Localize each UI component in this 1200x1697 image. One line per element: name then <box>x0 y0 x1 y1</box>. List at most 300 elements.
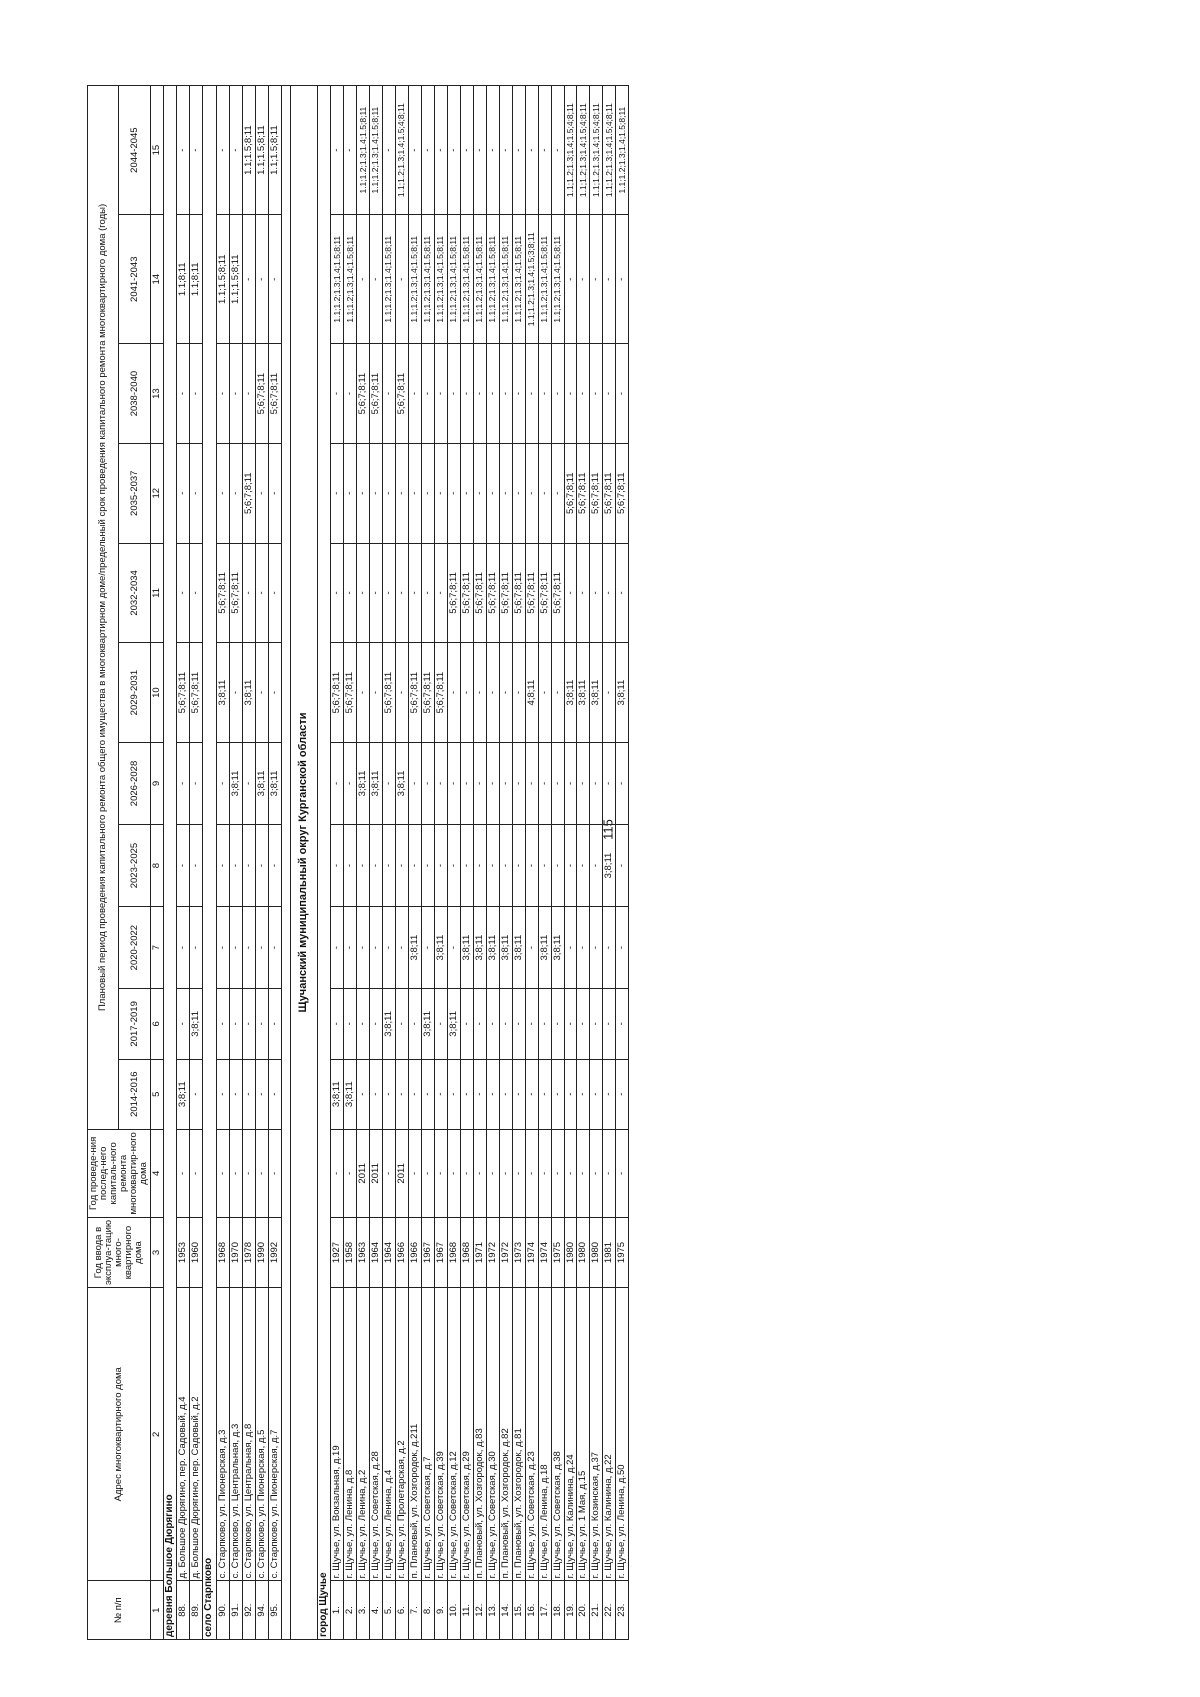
table-cell: 5;6;7;8;11 <box>460 543 473 643</box>
table-cell: 1. <box>331 1581 344 1640</box>
table-cell: 3;8;11 <box>577 643 590 743</box>
table-cell: - <box>525 825 538 907</box>
cell-address: д. Большое Дюрягино, пер. Садовый, д.4 <box>177 1288 190 1581</box>
table-cell: - <box>551 825 564 907</box>
table-cell: - <box>255 543 268 643</box>
group-title: село Старпково <box>203 86 217 1640</box>
table-cell: - <box>434 989 447 1059</box>
table-cell: - <box>538 86 551 215</box>
table-cell: 3;8;11 <box>499 907 512 989</box>
table-cell: - <box>190 86 203 215</box>
table-cell: 3;8;11 <box>590 643 603 743</box>
table-cell: - <box>242 907 255 989</box>
header-col-number: 6 <box>150 989 163 1059</box>
cell-address: п. Плановый, ул. Хозгородок, д.211 <box>408 1288 421 1581</box>
table-cell: 21. <box>590 1581 603 1640</box>
cell-address: д. Большое Дюрягино, пер. Садовый, д.2 <box>190 1288 203 1581</box>
table-cell: - <box>603 543 616 643</box>
table-cell: - <box>255 643 268 743</box>
table-row <box>229 86 242 1640</box>
table-cell: - <box>473 1129 486 1217</box>
table-cell: - <box>408 344 421 444</box>
table-cell: - <box>190 443 203 543</box>
table-cell: 3;8;11 <box>395 742 408 824</box>
table-cell: - <box>268 443 281 543</box>
table-cell: - <box>216 86 229 215</box>
table-cell: - <box>421 825 434 907</box>
table-cell: - <box>538 443 551 543</box>
table-cell: 5;6;7;8;11 <box>395 344 408 444</box>
table-cell: - <box>434 1129 447 1217</box>
table-cell: - <box>538 344 551 444</box>
table-cell: 2. <box>344 1581 357 1640</box>
table-row <box>421 86 434 1640</box>
table-cell: - <box>512 1129 525 1217</box>
table-cell: - <box>590 742 603 824</box>
table-cell: - <box>382 86 395 215</box>
table-cell: 3;8;11 <box>357 742 370 824</box>
table-cell: - <box>408 543 421 643</box>
table-cell: 1990 <box>255 1217 268 1287</box>
cell-address: г. Щучье, ул. Вокзальная, д.19 <box>331 1288 344 1581</box>
table-cell: - <box>229 643 242 743</box>
table-row <box>499 86 512 1640</box>
table-cell: 1967 <box>434 1217 447 1287</box>
table-row <box>538 86 551 1640</box>
table-row <box>447 86 460 1640</box>
table-cell: - <box>603 742 616 824</box>
table-cell: - <box>525 86 538 215</box>
table-cell: - <box>434 86 447 215</box>
table-cell: - <box>590 907 603 989</box>
table-cell: - <box>382 907 395 989</box>
table-cell: 3;8;11 <box>268 742 281 824</box>
repair-schedule-table <box>87 85 629 1640</box>
table-cell: 1971 <box>473 1217 486 1287</box>
header-period: 2029-2031 <box>119 643 150 743</box>
table-cell: - <box>229 907 242 989</box>
table-cell: 1.1;1.2;1.3;1.4;1.5;8;11 <box>616 86 629 215</box>
table-cell: - <box>229 86 242 215</box>
table-cell: - <box>525 989 538 1059</box>
table-row <box>344 86 357 1640</box>
header-year-repair: Год проведе-ния послед-него капиталь-ного ремонта многоквартир-ного дома <box>88 1129 151 1217</box>
table-row <box>512 86 525 1640</box>
table-cell: - <box>382 742 395 824</box>
table-cell: - <box>190 825 203 907</box>
table-cell: 1964 <box>369 1217 382 1287</box>
table-cell: 1981 <box>603 1217 616 1287</box>
table-row <box>525 86 538 1640</box>
table-cell: - <box>499 344 512 444</box>
table-cell: - <box>512 86 525 215</box>
table-row <box>460 86 473 1640</box>
cell-address: г. Щучье, ул. Ленина, д.8 <box>344 1288 357 1581</box>
spacer-cell <box>281 86 290 1640</box>
table-cell: 94. <box>255 1581 268 1640</box>
table-cell: 5;6;7;8;11 <box>538 543 551 643</box>
group-title: город Щучье <box>317 86 331 1640</box>
table-cell: 1964 <box>382 1217 395 1287</box>
table-cell: 1974 <box>538 1217 551 1287</box>
table-cell: - <box>525 907 538 989</box>
table-cell: - <box>616 344 629 444</box>
table-cell: - <box>590 344 603 444</box>
table-cell: - <box>616 1129 629 1217</box>
table-cell: - <box>486 443 499 543</box>
table-header <box>88 86 164 1640</box>
table-cell: - <box>331 543 344 643</box>
table-cell: 5;6;7;8;11 <box>177 643 190 743</box>
table-cell: 1970 <box>229 1217 242 1287</box>
cell-address: с. Старпково, ул. Центральная, д.3 <box>229 1288 242 1581</box>
table-cell: - <box>616 1059 629 1129</box>
table-cell: - <box>190 1059 203 1129</box>
table-cell: - <box>460 825 473 907</box>
table-cell: 2011 <box>357 1129 370 1217</box>
table-cell: 3;8;11 <box>382 989 395 1059</box>
table-cell: 3;8;11 <box>177 1059 190 1129</box>
cell-address: г. Щучье, ул. Советская, д.7 <box>421 1288 434 1581</box>
table-cell: - <box>268 543 281 643</box>
table-cell: - <box>331 989 344 1059</box>
header-year-built: Год ввода в эксплуа-тацию много-квартирного дома <box>88 1217 151 1287</box>
table-cell: - <box>216 742 229 824</box>
table-cell: 3;8;11 <box>369 742 382 824</box>
table-cell: - <box>268 1059 281 1129</box>
table-cell: - <box>460 989 473 1059</box>
table-cell: - <box>577 989 590 1059</box>
header-col-number: 12 <box>150 443 163 543</box>
table-cell: 3. <box>357 1581 370 1640</box>
table-cell: - <box>242 825 255 907</box>
table-row <box>603 86 616 1640</box>
table-cell: - <box>382 825 395 907</box>
table-cell: - <box>242 742 255 824</box>
table-row <box>590 86 603 1640</box>
table-cell: - <box>177 543 190 643</box>
table-row <box>357 86 370 1640</box>
table-cell: 92. <box>242 1581 255 1640</box>
table-cell: 1.1;1.5;8;11 <box>216 215 229 344</box>
table-cell: 18. <box>551 1581 564 1640</box>
table-cell: - <box>177 742 190 824</box>
table-cell: - <box>538 1129 551 1217</box>
header-period: 2023-2025 <box>119 825 150 907</box>
table-cell: 5;6;7;8;11 <box>473 543 486 643</box>
column-numbers-row <box>150 86 163 1640</box>
table-row <box>177 86 190 1640</box>
table-cell: 5;6;7;8;11 <box>421 643 434 743</box>
table-cell: - <box>538 1059 551 1129</box>
table-cell: 5;6;7;8;11 <box>616 443 629 543</box>
table-cell: 3;8;11 <box>190 989 203 1059</box>
cell-address: г. Щучье, ул. Советская, д.23 <box>525 1288 538 1581</box>
table-cell: 1967 <box>421 1217 434 1287</box>
table-cell: 1.1;1.2;1.3;1.4;1.5;8;11 <box>460 215 473 344</box>
table-cell: - <box>216 907 229 989</box>
table-row <box>216 86 229 1640</box>
table-cell: 1968 <box>216 1217 229 1287</box>
table-cell: - <box>434 742 447 824</box>
spacer-row <box>281 86 290 1640</box>
header-col-number: 4 <box>150 1129 163 1217</box>
table-cell: 1960 <box>190 1217 203 1287</box>
table-cell: - <box>242 344 255 444</box>
table-cell: - <box>447 344 460 444</box>
header-num: № п/п <box>88 1581 151 1640</box>
table-cell: 1.1;1.2;1.3;1.4;1.5;8;11 <box>486 215 499 344</box>
table-cell: - <box>216 825 229 907</box>
table-cell: - <box>447 1129 460 1217</box>
table-cell: - <box>577 215 590 344</box>
table-cell: - <box>344 443 357 543</box>
header-col-number: 10 <box>150 643 163 743</box>
group-title: деревня Большое Дюрягино <box>163 86 177 1640</box>
header-period: 2014-2016 <box>119 1059 150 1129</box>
table-cell: - <box>357 443 370 543</box>
table-cell: - <box>395 643 408 743</box>
table-cell: - <box>268 215 281 344</box>
table-cell: - <box>486 344 499 444</box>
table-cell: - <box>344 907 357 989</box>
table-cell: - <box>229 989 242 1059</box>
table-cell: 3;8;11 <box>408 907 421 989</box>
table-cell: - <box>590 1129 603 1217</box>
page-number: 115 <box>600 819 616 840</box>
table-cell: - <box>344 344 357 444</box>
table-cell: - <box>177 1129 190 1217</box>
table-cell: 1927 <box>331 1217 344 1287</box>
table-cell: 19. <box>564 1581 577 1640</box>
table-cell: - <box>512 443 525 543</box>
table-cell: - <box>590 543 603 643</box>
table-cell: - <box>551 443 564 543</box>
table-cell: - <box>564 215 577 344</box>
table-cell: 20. <box>577 1581 590 1640</box>
table-cell: - <box>382 1129 395 1217</box>
table-cell: 5;6;7;8;11 <box>190 643 203 743</box>
table-cell: 1.1;1.2;1.3;1.4;1.5;8;11 <box>408 215 421 344</box>
table-row <box>255 86 268 1640</box>
table-cell: - <box>242 543 255 643</box>
table-cell: 1978 <box>242 1217 255 1287</box>
table-cell: - <box>382 1059 395 1129</box>
table-cell: 5;6;7;8;11 <box>564 443 577 543</box>
table-cell: 1973 <box>512 1217 525 1287</box>
table-cell: - <box>616 543 629 643</box>
table-cell: 2011 <box>395 1129 408 1217</box>
table-cell: 1.1;1.2;1.3;1.4;1.5;8;11 <box>538 215 551 344</box>
table-cell: - <box>564 543 577 643</box>
table-cell: - <box>590 215 603 344</box>
table-cell: - <box>525 344 538 444</box>
table-cell: - <box>369 1059 382 1129</box>
table-cell: 1.1;1.2;1.3;1.4;1.5;8;11 <box>421 215 434 344</box>
table-cell: 1.1;1.2;1.3;1.4;1.5;8;11 <box>447 215 460 344</box>
header-period: 2032-2034 <box>119 543 150 643</box>
table-cell: 1.1;1.2;1.3;1.4;1.5;8;11 <box>344 215 357 344</box>
table-row <box>242 86 255 1640</box>
table-cell: 1980 <box>577 1217 590 1287</box>
table-cell: 5;6;7;8;11 <box>603 443 616 543</box>
table-cell: - <box>177 86 190 215</box>
table-cell: 5;6;7;8;11 <box>242 443 255 543</box>
table-cell: 1980 <box>564 1217 577 1287</box>
header-col-number: 3 <box>150 1217 163 1287</box>
table-cell: - <box>499 1129 512 1217</box>
table-cell: 3;8;11 <box>242 643 255 743</box>
table-cell: 5;6;7;8;11 <box>357 344 370 444</box>
table-cell: - <box>216 1129 229 1217</box>
table-cell: - <box>268 989 281 1059</box>
cell-address: г. Щучье, ул. Советская, д.39 <box>434 1288 447 1581</box>
table-cell: 1975 <box>616 1217 629 1287</box>
table-cell: - <box>434 825 447 907</box>
table-cell: 5;6;7;8;11 <box>331 643 344 743</box>
table-cell: - <box>331 344 344 444</box>
cell-address: с. Старпково, ул. Пионерская, д.3 <box>216 1288 229 1581</box>
header-col-number: 13 <box>150 344 163 444</box>
table-cell: - <box>486 1129 499 1217</box>
table-cell: - <box>577 1129 590 1217</box>
table-cell: - <box>590 825 603 907</box>
table-cell: 1972 <box>499 1217 512 1287</box>
rotated-table-wrapper <box>87 85 1137 1640</box>
header-period: 2035-2037 <box>119 443 150 543</box>
table-row <box>268 86 281 1640</box>
table-cell: - <box>255 443 268 543</box>
table-cell: - <box>499 86 512 215</box>
header-period: 2038-2040 <box>119 344 150 444</box>
table-cell: - <box>603 344 616 444</box>
table-cell: - <box>525 443 538 543</box>
table-cell: - <box>551 1059 564 1129</box>
table-cell: - <box>177 989 190 1059</box>
table-cell: - <box>190 742 203 824</box>
table-row <box>434 86 447 1640</box>
table-cell: 5;6;7;8;11 <box>577 443 590 543</box>
table-cell: 1.1;1.2;1.3;1.4;1.5;8;11 <box>382 215 395 344</box>
table-cell: - <box>357 825 370 907</box>
table-cell: - <box>460 1129 473 1217</box>
table-cell: - <box>357 215 370 344</box>
table-cell: - <box>408 742 421 824</box>
table-row <box>473 86 486 1640</box>
header-plan-title: Плановый период проведения капитального ремонта общего имущества в многоквартирном доме/предельный срок проведения капитального ремонта многоквартирного дома (годы) <box>88 86 119 1130</box>
table-cell: 5;6;7;8;11 <box>499 543 512 643</box>
table-cell: - <box>499 825 512 907</box>
table-cell: 3;8;11 <box>229 742 242 824</box>
table-cell: 5;6;7;8;11 <box>408 643 421 743</box>
table-cell: - <box>369 543 382 643</box>
table-cell: 1.1;8;11 <box>190 215 203 344</box>
table-cell: - <box>421 344 434 444</box>
table-cell: - <box>395 443 408 543</box>
table-cell: - <box>564 1129 577 1217</box>
table-cell: 8. <box>421 1581 434 1640</box>
table-cell: - <box>447 643 460 743</box>
table-cell: - <box>616 989 629 1059</box>
table-row <box>577 86 590 1640</box>
cell-address: г. Щучье, ул. Козинская, д.37 <box>590 1288 603 1581</box>
table-cell: - <box>473 1059 486 1129</box>
table-cell: - <box>255 989 268 1059</box>
table-cell: - <box>242 215 255 344</box>
table-cell: - <box>229 344 242 444</box>
table-cell: - <box>216 344 229 444</box>
table-cell: - <box>486 86 499 215</box>
table-cell: - <box>564 742 577 824</box>
table-cell: 3;8;11 <box>460 907 473 989</box>
table-cell: 5;6;7;8;11 <box>512 543 525 643</box>
table-cell: - <box>512 643 525 743</box>
table-cell: - <box>408 1059 421 1129</box>
table-cell: - <box>242 1059 255 1129</box>
table-cell: - <box>512 1059 525 1129</box>
group-row <box>203 86 217 1640</box>
table-cell: 1972 <box>486 1217 499 1287</box>
cell-address: п. Плановый, ул. Хозгородок, д.83 <box>473 1288 486 1581</box>
table-cell: 3;8;11 <box>551 907 564 989</box>
header-col-number: 9 <box>150 742 163 824</box>
table-cell: 1.1;1.2;1.3;1.4;1.5;4;8;11 <box>590 86 603 215</box>
table-cell: 1.1;1.2;1.3;1.4;1.5;8;11 <box>331 215 344 344</box>
table-cell: - <box>577 742 590 824</box>
district-title: Щучанский муниципальный округ Курганской области <box>290 86 317 1640</box>
table-cell: - <box>395 543 408 643</box>
table-cell: 3;8;11 <box>331 1059 344 1129</box>
table-cell: - <box>538 643 551 743</box>
table-cell: - <box>551 643 564 743</box>
table-cell: - <box>216 1059 229 1129</box>
table-cell: - <box>255 907 268 989</box>
header-period: 2041-2043 <box>119 215 150 344</box>
table-cell: - <box>408 86 421 215</box>
table-cell: 1980 <box>590 1217 603 1287</box>
table-cell: - <box>434 1059 447 1129</box>
table-cell: - <box>603 989 616 1059</box>
table-cell: - <box>395 989 408 1059</box>
table-cell: 1963 <box>357 1217 370 1287</box>
table-cell: - <box>447 907 460 989</box>
table-cell: - <box>603 907 616 989</box>
district-row <box>290 86 317 1640</box>
table-cell: - <box>460 643 473 743</box>
table-cell: - <box>344 825 357 907</box>
header-col-number: 2 <box>150 1288 163 1581</box>
table-cell: 16. <box>525 1581 538 1640</box>
table-cell: - <box>616 907 629 989</box>
table-cell: - <box>447 1059 460 1129</box>
table-cell: - <box>395 215 408 344</box>
table-cell: 1.1;1.2;1.3;1.4;1.5;8;11 <box>473 215 486 344</box>
table-cell: 13. <box>486 1581 499 1640</box>
table-cell: - <box>268 1129 281 1217</box>
table-cell: - <box>460 86 473 215</box>
table-cell: 6. <box>395 1581 408 1640</box>
table-cell: - <box>512 344 525 444</box>
header-col-number: 14 <box>150 215 163 344</box>
cell-address: г. Щучье, ул. Советская, д.28 <box>369 1288 382 1581</box>
table-cell: - <box>590 1059 603 1129</box>
table-cell: - <box>512 825 525 907</box>
table-cell: - <box>357 1059 370 1129</box>
cell-address: г. Щучье, ул. 1 Мая, д.15 <box>577 1288 590 1581</box>
table-cell: 1968 <box>460 1217 473 1287</box>
cell-address: г. Щучье, ул. Советская, д.29 <box>460 1288 473 1581</box>
table-cell: 1.1;1.2;1.3;1.4;1.5;8;11 <box>357 86 370 215</box>
